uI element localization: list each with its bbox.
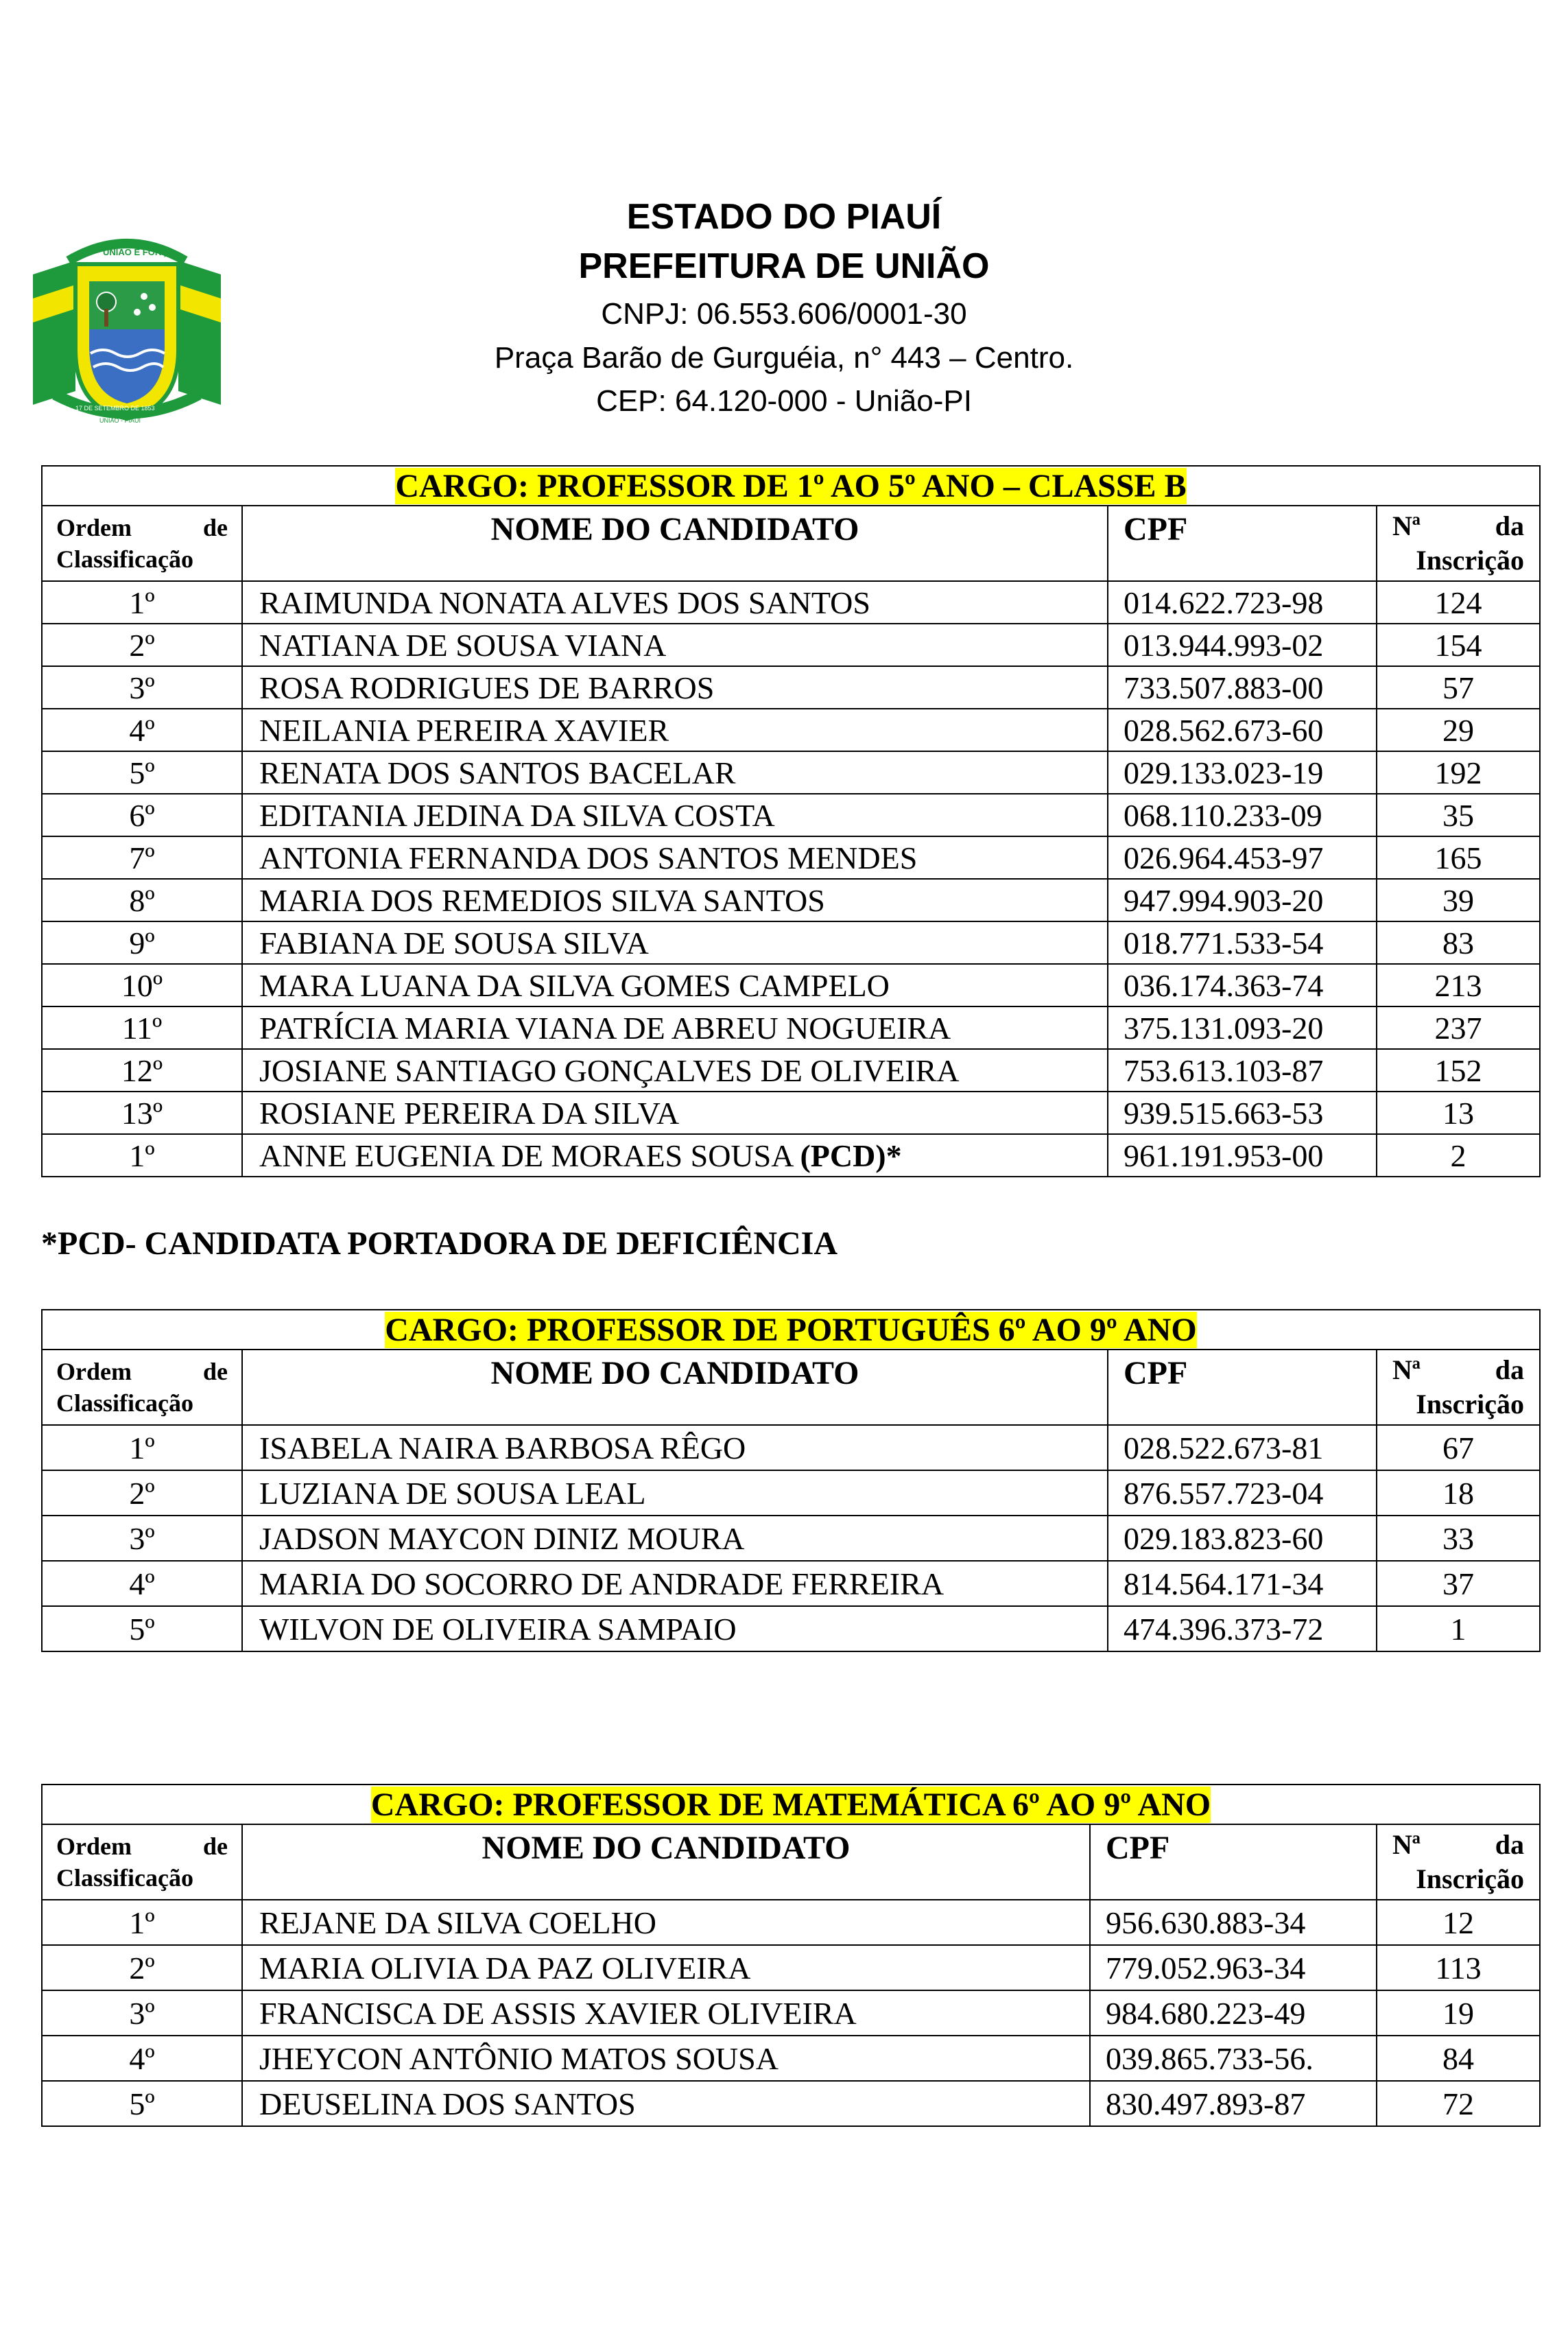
cell-cpf: 733.507.883-00 [1108, 666, 1377, 709]
cell-candidate-name [242, 751, 1108, 794]
cell-inscricao: 35 [1377, 794, 1540, 836]
cell-cpf: 029.183.823-60 [1108, 1516, 1377, 1561]
cell-ordem: 11º [42, 1006, 242, 1049]
candidate-name-text: JOSIANE SANTIAGO GONÇALVES DE OLIVEIRA [259, 1052, 960, 1088]
classification-table-2 [41, 1309, 1541, 1652]
cell-candidate-name [242, 964, 1108, 1006]
cell-candidate-name [242, 794, 1108, 836]
cell-candidate-name [242, 581, 1108, 624]
table-row [42, 1945, 1540, 1990]
cell-candidate-name [242, 1049, 1108, 1092]
cell-ordem: 4º [42, 2036, 242, 2081]
column-header-cpf: CPF [1090, 1824, 1377, 1900]
table-row [42, 1516, 1540, 1561]
cell-cpf: 029.133.023-19 [1108, 751, 1377, 794]
column-header-inscricao: Nª da Inscrição [1377, 1824, 1540, 1900]
cell-inscricao: 33 [1377, 1516, 1540, 1561]
cell-cpf: 474.396.373-72 [1108, 1606, 1377, 1651]
table-row [42, 921, 1540, 964]
table-title: CARGO: PROFESSOR DE MATEMÁTICA 6º AO 9º ANO [42, 1785, 1540, 1824]
table-row [42, 624, 1540, 666]
table-row [42, 1134, 1540, 1177]
header-row [42, 506, 1540, 581]
table-row [42, 709, 1540, 751]
cell-cpf: 036.174.363-74 [1108, 964, 1377, 1006]
cell-inscricao: 72 [1377, 2081, 1540, 2126]
candidate-name-text: REJANE DA SILVA COELHO [259, 1905, 656, 1940]
table-row [42, 836, 1540, 879]
candidate-name-text: MARIA DOS REMEDIOS SILVA SANTOS [259, 882, 825, 918]
cell-candidate-name [242, 1470, 1108, 1516]
cell-ordem: 4º [42, 709, 242, 751]
pcd-marker: (PCD)* [800, 1138, 902, 1173]
table-row [42, 964, 1540, 1006]
cell-cpf: 779.052.963-34 [1090, 1945, 1377, 1990]
column-header-ordem: Ordem de Classificação [42, 506, 242, 581]
cell-ordem: 4º [42, 1561, 242, 1606]
cell-candidate-name [242, 879, 1108, 921]
candidate-name-text: RAIMUNDA NONATA ALVES DOS SANTOS [259, 585, 870, 620]
cell-cpf: 961.191.953-00 [1108, 1134, 1377, 1177]
candidate-name-text: ANTONIA FERNANDA DOS SANTOS MENDES [259, 840, 918, 875]
candidate-name-text: MARA LUANA DA SILVA GOMES CAMPELO [259, 967, 890, 1003]
cell-ordem: 3º [42, 1516, 242, 1561]
candidate-name-text: ISABELA NAIRA BARBOSA RÊGO [259, 1430, 746, 1465]
cell-candidate-name [242, 1092, 1108, 1134]
cell-cpf: 014.622.723-98 [1108, 581, 1377, 624]
candidate-name-text: MARIA DO SOCORRO DE ANDRADE FERREIRA [259, 1566, 945, 1601]
cell-candidate-name [242, 624, 1108, 666]
state-name: ESTADO DO PIAUÍ [626, 197, 942, 237]
cell-cpf: 013.944.993-02 [1108, 624, 1377, 666]
table-row [42, 666, 1540, 709]
cell-candidate-name [242, 1516, 1108, 1561]
candidate-name-text: JADSON MAYCON DINIZ MOURA [259, 1520, 745, 1556]
table-title: CARGO: PROFESSOR DE PORTUGUÊS 6º AO 9º ANO [42, 1310, 1540, 1350]
cell-inscricao: 83 [1377, 921, 1540, 964]
cell-ordem: 13º [42, 1092, 242, 1134]
table-row [42, 1425, 1540, 1470]
prefecture-name: PREFEITURA DE UNIÃO [578, 246, 990, 286]
cell-cpf: 814.564.171-34 [1108, 1561, 1377, 1606]
cell-inscricao: 84 [1377, 2036, 1540, 2081]
cell-candidate-name [242, 2081, 1090, 2126]
candidate-name-text: JHEYCON ANTÔNIO MATOS SOUSA [259, 2040, 779, 2076]
table-row [42, 1606, 1540, 1651]
column-header-inscricao: Nª da Inscrição [1377, 506, 1540, 581]
cell-inscricao: 18 [1377, 1470, 1540, 1516]
cell-cpf: 018.771.533-54 [1108, 921, 1377, 964]
cell-inscricao: 124 [1377, 581, 1540, 624]
cell-inscricao: 192 [1377, 751, 1540, 794]
logo-date: 17 DE SETEMBRO DE 1853 [75, 405, 155, 412]
cell-cpf: 026.964.453-97 [1108, 836, 1377, 879]
column-header-name: NOME DO CANDIDATO [242, 1824, 1090, 1900]
cell-ordem: 2º [42, 624, 242, 666]
candidate-name-text: WILVON DE OLIVEIRA SAMPAIO [259, 1611, 737, 1647]
column-header-cpf: CPF [1108, 506, 1377, 581]
column-header-inscricao: Nª da Inscrição [1377, 1350, 1540, 1425]
table-row [42, 1900, 1540, 1945]
cell-inscricao: 237 [1377, 1006, 1540, 1049]
cell-candidate-name [242, 1134, 1108, 1177]
logo-motto: UNIÃO E FORÇA [103, 247, 174, 257]
table-row [42, 751, 1540, 794]
cell-cpf: 956.630.883-34 [1090, 1900, 1377, 1945]
cell-candidate-name [242, 1945, 1090, 1990]
cell-ordem: 8º [42, 879, 242, 921]
cell-candidate-name [242, 1425, 1108, 1470]
cell-ordem: 5º [42, 2081, 242, 2126]
cell-inscricao: 37 [1377, 1561, 1540, 1606]
candidate-name-text: NEILANIA PEREIRA XAVIER [259, 712, 669, 748]
cell-candidate-name [242, 1561, 1108, 1606]
column-header-name: NOME DO CANDIDATO [242, 506, 1108, 581]
candidate-name-text: FRANCISCA DE ASSIS XAVIER OLIVEIRA [259, 1995, 857, 2031]
cell-cpf: 830.497.893-87 [1090, 2081, 1377, 2126]
cell-candidate-name [242, 1006, 1108, 1049]
cell-inscricao: 152 [1377, 1049, 1540, 1092]
cell-candidate-name [242, 921, 1108, 964]
cell-cpf: 028.562.673-60 [1108, 709, 1377, 751]
cell-inscricao: 19 [1377, 1990, 1540, 2036]
cell-inscricao: 113 [1377, 1945, 1540, 1990]
cell-ordem: 1º [42, 581, 242, 624]
table-row [42, 1092, 1540, 1134]
cell-ordem: 10º [42, 964, 242, 1006]
table-row [42, 2081, 1540, 2126]
cell-inscricao: 165 [1377, 836, 1540, 879]
cell-ordem: 5º [42, 1606, 242, 1651]
address-line: Praça Barão de Gurguéia, n° 443 – Centro. [494, 341, 1074, 375]
logo-bottom-text: UNIÃO - PIAUÍ [99, 417, 141, 424]
cell-candidate-name [242, 1900, 1090, 1945]
cell-inscricao: 67 [1377, 1425, 1540, 1470]
column-header-name: NOME DO CANDIDATO [242, 1350, 1108, 1425]
table-row [42, 1049, 1540, 1092]
classification-table-1 [41, 465, 1541, 1177]
header-row [42, 1350, 1540, 1425]
table-row [42, 794, 1540, 836]
cell-cpf: 939.515.663-53 [1108, 1092, 1377, 1134]
candidate-name-text: ROSIANE PEREIRA DA SILVA [259, 1095, 680, 1131]
candidate-name-text: EDITANIA JEDINA DA SILVA COSTA [259, 797, 775, 833]
candidate-name-text: MARIA OLIVIA DA PAZ OLIVEIRA [259, 1950, 751, 1986]
table-row [42, 879, 1540, 921]
cell-inscricao: 57 [1377, 666, 1540, 709]
cell-candidate-name [242, 709, 1108, 751]
table-row [42, 2036, 1540, 2081]
cell-inscricao: 213 [1377, 964, 1540, 1006]
cell-cpf: 947.994.903-20 [1108, 879, 1377, 921]
pcd-footnote: *PCD- CANDIDATA PORTADORA DE DEFICIÊNCIA [41, 1225, 838, 1262]
cell-cpf: 984.680.223-49 [1090, 1990, 1377, 2036]
cell-ordem: 3º [42, 1990, 242, 2036]
cell-ordem: 2º [42, 1945, 242, 1990]
column-header-ordem: Ordem de Classificação [42, 1824, 242, 1900]
cell-ordem: 1º [42, 1900, 242, 1945]
cell-ordem: 1º [42, 1134, 242, 1177]
cell-cpf: 375.131.093-20 [1108, 1006, 1377, 1049]
cell-ordem: 5º [42, 751, 242, 794]
cell-cpf: 753.613.103-87 [1108, 1049, 1377, 1092]
cell-ordem: 6º [42, 794, 242, 836]
cell-inscricao: 12 [1377, 1900, 1540, 1945]
header-row [42, 1824, 1540, 1900]
cell-inscricao: 2 [1377, 1134, 1540, 1177]
candidate-name-text: ANNE EUGENIA DE MORAES SOUSA [259, 1138, 800, 1173]
cell-inscricao: 39 [1377, 879, 1540, 921]
cell-candidate-name [242, 1606, 1108, 1651]
cep-line: CEP: 64.120-000 - União-PI [596, 384, 972, 418]
candidate-name-text: ROSA RODRIGUES DE BARROS [259, 670, 715, 705]
cell-ordem: 9º [42, 921, 242, 964]
table-row [42, 1006, 1540, 1049]
candidate-name-text: DEUSELINA DOS SANTOS [259, 2086, 636, 2121]
cell-cpf: 068.110.233-09 [1108, 794, 1377, 836]
cell-cpf: 028.522.673-81 [1108, 1425, 1377, 1470]
cell-candidate-name [242, 1990, 1090, 2036]
cell-ordem: 2º [42, 1470, 242, 1516]
cell-inscricao: 1 [1377, 1606, 1540, 1651]
table-row [42, 1561, 1540, 1606]
cell-cpf: 039.865.733-56. [1090, 2036, 1377, 2081]
cell-ordem: 7º [42, 836, 242, 879]
classification-table-3 [41, 1784, 1541, 2127]
cell-ordem: 3º [42, 666, 242, 709]
cell-ordem: 1º [42, 1425, 242, 1470]
column-header-cpf: CPF [1108, 1350, 1377, 1425]
cnpj-line: CNPJ: 06.553.606/0001-30 [601, 297, 967, 331]
table-title: CARGO: PROFESSOR DE 1º AO 5º ANO – CLASSE B [42, 466, 1540, 506]
table-row [42, 1990, 1540, 2036]
cell-inscricao: 13 [1377, 1092, 1540, 1134]
cell-candidate-name [242, 2036, 1090, 2081]
cell-inscricao: 154 [1377, 624, 1540, 666]
candidate-name-text: NATIANA DE SOUSA VIANA [259, 627, 667, 663]
cell-candidate-name [242, 666, 1108, 709]
candidate-name-text: PATRÍCIA MARIA VIANA DE ABREU NOGUEIRA [259, 1010, 951, 1046]
candidate-name-text: RENATA DOS SANTOS BACELAR [259, 755, 736, 790]
candidate-name-text: LUZIANA DE SOUSA LEAL [259, 1475, 646, 1511]
table-row [42, 1470, 1540, 1516]
candidate-name-text: FABIANA DE SOUSA SILVA [259, 925, 649, 961]
column-header-ordem: Ordem de Classificação [42, 1350, 242, 1425]
cell-inscricao: 29 [1377, 709, 1540, 751]
cell-cpf: 876.557.723-04 [1108, 1470, 1377, 1516]
cell-candidate-name [242, 836, 1108, 879]
cell-ordem: 12º [42, 1049, 242, 1092]
table-row [42, 581, 1540, 624]
